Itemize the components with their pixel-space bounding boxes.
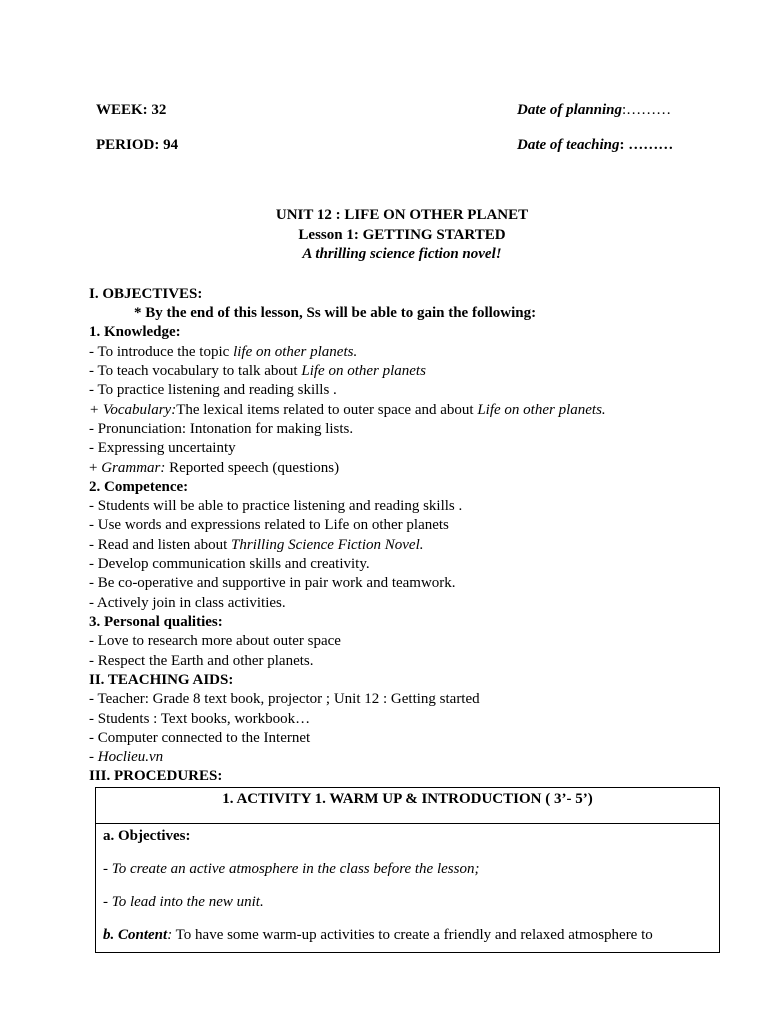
- content-label: b. Content: [103, 927, 168, 943]
- objectives-label: a. Objectives:: [103, 828, 191, 844]
- competence-item-6: - Actively join in class activities.: [89, 595, 286, 611]
- date-of-teaching-value: : ………: [619, 137, 674, 153]
- knowledge-item-4-label: + Vocabulary:: [89, 402, 177, 418]
- objectives-intro: * By the end of this lesson, Ss will be able to gain the following:: [134, 305, 537, 321]
- content-text: To have some warm-up activities to create a friendly and relaxed atmosphere to: [172, 927, 653, 943]
- competence-heading: 2. Competence:: [89, 479, 189, 495]
- week-label: WEEK: 32: [96, 102, 167, 118]
- date-of-planning-label: Date of planning: [517, 102, 623, 118]
- competence-item-4: - Develop communication skills and creativity.: [89, 556, 370, 572]
- knowledge-item-7-prefix: +: [89, 460, 102, 476]
- qualities-item-2: - Respect the Earth and other planets.: [89, 653, 314, 669]
- knowledge-item-1-text: - To introduce the topic: [89, 344, 234, 360]
- activity-title-row: [96, 788, 720, 824]
- date-of-planning: [517, 102, 671, 119]
- knowledge-item-4-italic: Life on other planets.: [477, 402, 606, 418]
- knowledge-item-4: [89, 401, 606, 420]
- lesson-subtitle: A thrilling science fiction novel!: [302, 246, 502, 262]
- objectives-heading: I. OBJECTIVES:: [89, 286, 203, 302]
- activity-table: [95, 787, 720, 953]
- teaching-aids-heading: II. TEACHING AIDS:: [89, 672, 234, 688]
- knowledge-item-4-text: The lexical items related to outer space and about: [176, 402, 478, 418]
- competence-item-1: - Students will be able to practice listening and reading skills .: [89, 498, 463, 514]
- teaching-aid-1: - Teacher: Grade 8 text book, projector ; Unit 12 : Getting started: [89, 691, 480, 707]
- competence-item-5: - Be co-operative and supportive in pair work and teamwork.: [89, 575, 456, 591]
- teaching-aid-4-italic: Hoclieu.vn: [97, 749, 164, 765]
- knowledge-item-2: [89, 362, 426, 381]
- competence-item-3: [89, 536, 424, 555]
- teaching-aid-4-prefix: -: [89, 749, 98, 765]
- content-line: [103, 927, 712, 944]
- activity-body-row: [96, 824, 720, 953]
- knowledge-item-6: - Expressing uncertainty: [89, 440, 236, 456]
- knowledge-item-3: - To practice listening and reading skills .: [89, 382, 337, 398]
- activity-objective-1: - To create an active atmosphere in the class before the lesson;: [103, 861, 480, 877]
- competence-item-2: - Use words and expressions related to Life on other planets: [89, 517, 449, 533]
- knowledge-item-7: [89, 459, 339, 478]
- teaching-aid-3: - Computer connected to the Internet: [89, 730, 311, 746]
- knowledge-item-7-text: Reported speech (questions): [165, 460, 340, 476]
- qualities-heading: 3. Personal qualities:: [89, 614, 223, 630]
- unit-title: UNIT 12 : LIFE ON OTHER PLANET: [275, 207, 529, 223]
- knowledge-item-1: [89, 343, 357, 362]
- knowledge-item-2-text: - To teach vocabulary to talk about: [89, 363, 302, 379]
- competence-item-3-text: - Read and listen about: [89, 537, 232, 553]
- activity-title: 1. ACTIVITY 1. WARM UP & INTRODUCTION ( 3’- 5’): [96, 788, 720, 824]
- knowledge-item-1-italic: life on other planets.: [233, 344, 358, 360]
- teaching-aid-2: - Students : Text books, workbook…: [89, 711, 311, 727]
- date-of-teaching-label: Date of teaching: [517, 137, 620, 153]
- activity-objective-2: - To lead into the new unit.: [103, 894, 264, 910]
- knowledge-item-5: - Pronunciation: Intonation for making lists.: [89, 421, 354, 437]
- procedures-heading: III. PROCEDURES:: [89, 768, 223, 784]
- knowledge-item-2-italic: Life on other planets: [301, 363, 426, 379]
- date-of-planning-value: :………: [622, 102, 672, 118]
- date-of-teaching: [517, 137, 673, 154]
- content-colon: :: [167, 927, 173, 943]
- competence-item-3-italic: Thrilling Science Fiction Novel.: [231, 537, 424, 553]
- period-label: PERIOD: 94: [96, 137, 179, 153]
- activity-body: [96, 824, 720, 953]
- lesson-title: Lesson 1: GETTING STARTED: [298, 227, 506, 243]
- qualities-item-1: - Love to research more about outer space: [89, 633, 341, 649]
- knowledge-item-7-label: Grammar:: [101, 460, 166, 476]
- teaching-aid-4: [89, 748, 163, 767]
- knowledge-heading: 1. Knowledge:: [89, 324, 181, 340]
